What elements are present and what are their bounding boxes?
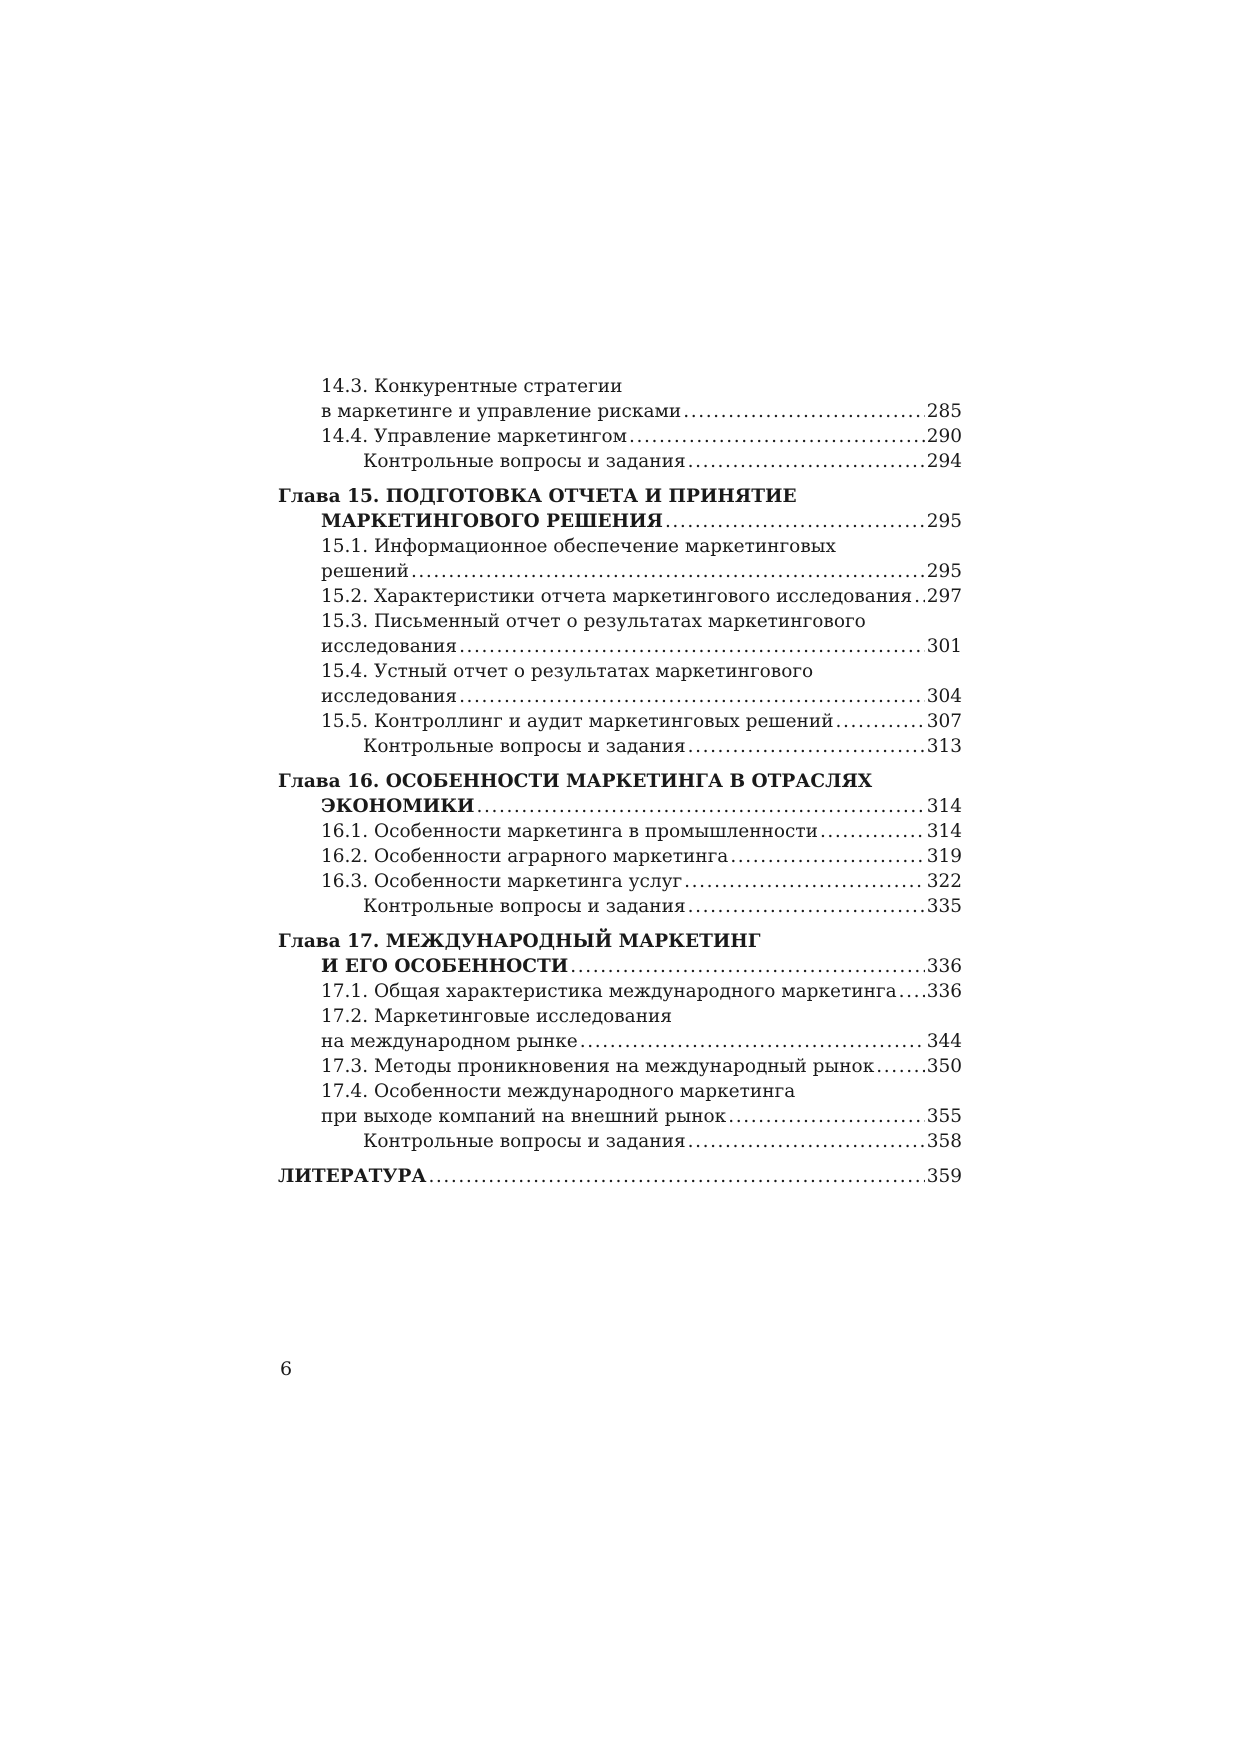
dot-leader — [665, 509, 925, 534]
dot-leader — [459, 684, 925, 709]
page-ref: 355 — [926, 1106, 962, 1127]
toc-entry-14-3-title: 14.3. Конкурентные стратегии — [321, 376, 623, 397]
toc-entry-17-4[interactable]: при выходе компаний на внешний рынок ..... 355 — [278, 1104, 962, 1129]
dot-leader — [684, 869, 925, 894]
page-ref: 294 — [926, 451, 962, 472]
dot-leader — [899, 979, 925, 1004]
dot-leader — [836, 709, 925, 734]
toc-entry-14-4[interactable]: 14.4. Управление маркетингом ..... 290 — [278, 424, 962, 449]
toc-entry-17-2[interactable]: на международном рынке ..... 344 — [278, 1029, 962, 1054]
toc-entry-16-2[interactable]: 16.2. Особенности аграрного маркетинга ..... 319 — [278, 844, 962, 869]
toc-entry-16-1[interactable]: 16.1. Особенности маркетинга в промышленности ..... 314 — [278, 819, 962, 844]
toc-entry-15-4[interactable]: исследования ..... 304 — [278, 684, 962, 709]
page-ref: 344 — [926, 1031, 962, 1052]
toc-entry-15-2[interactable]: 15.2. Характеристики отчета маркетингового исследования ..... 297 — [278, 584, 962, 609]
page-ref: 301 — [926, 636, 962, 657]
toc-chapter-15[interactable]: МАРКЕТИНГОВОГО РЕШЕНИЯ ..... 295 — [278, 509, 962, 534]
page-ref: 336 — [926, 981, 962, 1002]
toc-chapter-17-title: Глава 17. МЕЖДУНАРОДНЫЙ МАРКЕТИНГ — [278, 931, 761, 952]
toc-entry-15-5[interactable]: 15.5. Контроллинг и аудит маркетинговых решений ..... 307 — [278, 709, 962, 734]
dot-leader — [580, 1029, 925, 1054]
toc-entry-15-1-title: 15.1. Информационное обеспечение маркетинговых — [321, 536, 836, 557]
page-ref: 297 — [926, 586, 962, 607]
page-ref: 319 — [926, 846, 962, 867]
toc-chapter-16[interactable]: ЭКОНОМИКИ ..... 314 — [278, 794, 962, 819]
page-ref: 314 — [926, 821, 962, 842]
toc-entry-17-2-title: 17.2. Маркетинговые исследования — [321, 1006, 673, 1027]
dot-leader — [730, 844, 924, 869]
toc-entry-15-3[interactable]: исследования ..... 301 — [278, 634, 962, 659]
page-ref: 290 — [926, 426, 962, 447]
page-ref: 350 — [926, 1056, 962, 1077]
page-ref: 359 — [926, 1166, 962, 1187]
dot-leader — [914, 584, 925, 609]
toc-chapter-17[interactable]: И ЕГО ОСОБЕННОСТИ ..... 336 — [278, 954, 962, 979]
toc-entry-16-3[interactable]: 16.3. Особенности маркетинга услуг ..... 322 — [278, 869, 962, 894]
dot-leader — [820, 819, 925, 844]
toc-chapter-15-title: Глава 15. ПОДГОТОВКА ОТЧЕТА И ПРИНЯТИЕ — [278, 486, 797, 507]
toc-chapter-16-title: Глава 16. ОСОБЕННОСТИ МАРКЕТИНГА В ОТРАСЛЯХ — [278, 771, 873, 792]
table-of-contents — [278, 374, 962, 1189]
page-ref: 336 — [926, 956, 962, 977]
toc-entry-15-3-title: 15.3. Письменный отчет о результатах маркетингового — [321, 611, 866, 632]
dot-leader — [683, 399, 924, 424]
dot-leader — [688, 734, 925, 759]
dot-leader — [411, 559, 925, 584]
dot-leader — [629, 424, 925, 449]
toc-entry-17-3[interactable]: 17.3. Методы проникновения на международный рынок ..... 350 — [278, 1054, 962, 1079]
dot-leader — [688, 1129, 925, 1154]
toc-entry-15-4-title: 15.4. Устный отчет о результатах маркетингового — [321, 661, 814, 682]
page-ref: 322 — [926, 871, 962, 892]
page-ref: 285 — [926, 401, 962, 422]
dot-leader — [728, 1104, 924, 1129]
page-ref: 313 — [926, 736, 962, 757]
dot-leader — [570, 954, 924, 979]
page-ref: 295 — [926, 561, 962, 582]
toc-entry-questions-17[interactable]: Контрольные вопросы и задания ..... 358 — [278, 1129, 962, 1154]
page-ref: 335 — [926, 896, 962, 917]
page-number: 6 — [280, 1358, 293, 1380]
page-ref: 295 — [926, 511, 962, 532]
toc-entry-questions-14[interactable]: Контрольные вопросы и задания ..... 294 — [278, 449, 962, 474]
page-ref: 307 — [926, 711, 962, 732]
page-ref: 304 — [926, 686, 962, 707]
toc-entry-17-4-title: 17.4. Особенности международного маркетинга — [321, 1081, 796, 1102]
toc-literature[interactable]: ЛИТЕРАТУРА ..... 359 — [278, 1164, 962, 1189]
toc-entry-15-1[interactable]: решений ..... 295 — [278, 559, 962, 584]
toc-entry-questions-15[interactable]: Контрольные вопросы и задания ..... 313 — [278, 734, 962, 759]
dot-leader — [428, 1164, 924, 1189]
page-ref: 358 — [926, 1131, 962, 1152]
toc-entry-questions-16[interactable]: Контрольные вопросы и задания ..... 335 — [278, 894, 962, 919]
toc-entry-14-3[interactable]: в маркетинге и управление рисками ..... 285 — [278, 399, 962, 424]
toc-entry-17-1[interactable]: 17.1. Общая характеристика международного маркетинга ..... 336 — [278, 979, 962, 1004]
page-ref: 314 — [926, 796, 962, 817]
dot-leader — [688, 449, 925, 474]
dot-leader — [477, 794, 925, 819]
dot-leader — [688, 894, 925, 919]
dot-leader — [876, 1054, 924, 1079]
dot-leader — [459, 634, 925, 659]
